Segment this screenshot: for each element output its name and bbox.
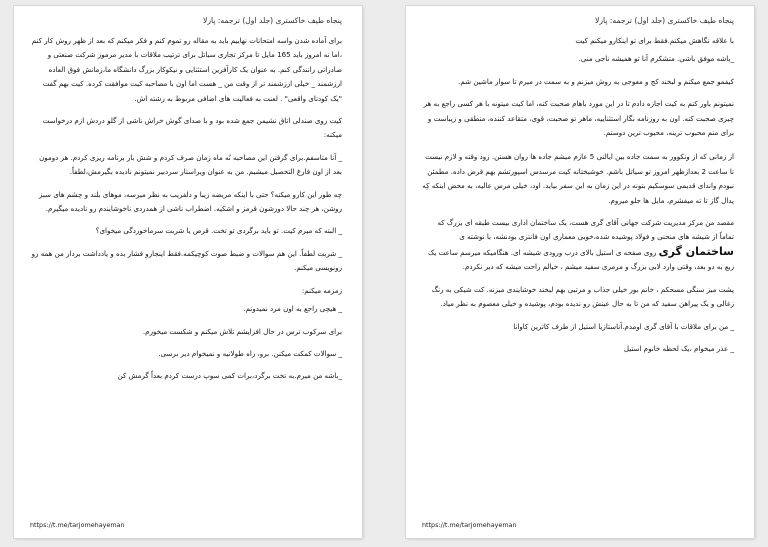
- page-body: [422, 34, 734, 356]
- page-header: [30, 16, 342, 28]
- paragraph: _ آنا متاسفم.برای گرفتن این مصاحبه نُه ماه زمان صرف کردم و شش بار برنامه ریزی کردم. هر دومون بعد از اون فارغ التحصیل میشیم. من به عنوان ویراستار سردبیر نمیتونم نادیده بگیرمش،لطفاً.: [39, 152, 342, 177]
- right-page: [406, 6, 754, 538]
- paragraph: چه طور این کارو میکنه؟ حتی با اینکه مریضه زیبا و دلفریب به نظر میرسه، موهای بلند و چشم های سبز روشن، هر چند حالا دورشون قرمز و اشکیه. اضطراب ناشی از همدردی ناخوشایندم رو نادیده میگیرم.: [38, 189, 342, 214]
- paragraph: برای آماده شدن واسه امتحانات نهاییم باید به مقاله رو تموم کنم و فکر میکنم که بعد از ظهر روش کار کنم ،اما نه امروز باید 165 مایل تا مرکز تجاری سیاتل برای ترتیب ملاقات با مدیر مرموز شرکت صنعتی و صادراتی رانندگی کنم. به عنوان یک کارآفرین استثنایی و نیکوکار بزرگ دانشگاه ما،زمانش فوق العاده ارزشمند _ خیلی ارزشمند تر از وقت من _ هست اما اون با مصاحبه کیت موافقت کرده. کیت بهم گفت "یک کودتای واقعی" . لعنت به فعالیت های اضافی مربوط به رشته اش.: [31, 36, 342, 103]
- paragraph: _باشه موفق باشی. متشکرم آنا تو همیشه ناجی منی.: [578, 54, 734, 64]
- paragraph: _ عذر میخوام ،یک لحظه خانوم استیل: [623, 343, 734, 353]
- paragraph: از زمانی که از ونکوور به سمت جاده بین ایالتی 5 عازم میشم جاده ها روان هستن. زود وقته و لازم نیست تا ساعت 2 بعدازظهر امروز تو سیاتل باشم. خوشبختانه کیت مرسدس اسپورتشم بهم قرض داده. مطمئن نبودم واندای قدیمی سوسکیم بتونه در این زمان به این سفر بیاید. اود، خیلی مرس عالیه، به محض اینکه کِه پدال گاز تا ته میفشرم، مایل ها جلو میروم.: [422, 152, 734, 205]
- paragraph: _ من برای ملاقات با آقای گری اومدم.آناستازیا استیل از طرف کاترین کاوانا: [513, 321, 734, 331]
- footer-link[interactable]: https://t.me/tarjomehayeman: [422, 521, 517, 529]
- paragraph: کیت روی صندلی اتاق نشیمن جمع شده بود و با صدای گوش خراش ناشی از گلو دردش ازم درخواست میکنه:: [42, 116, 342, 140]
- paragraph: کیفمو جمع میکنم و لبخند کج و معوجی به روش میزنم و به سمت در میرم تا سوار ماشین شم.: [458, 76, 734, 86]
- paragraph: مقصد من مرکز مدیریت شرکت جهانی آقای گری هست، یک ساختمان اداری بیست طبقه ای بزرگ که تماماً از شیشه های منحنی و فولاد پوشیده شده،خوبی معماری اون فانتزی بودنشه، با نوشته ی ساختمان گری روی صفحه ی استیل بالای درب ورودی شیشه ای. هنگامیکه میرسم ساعت یک ربع به دو بعد، وقتی وارد لابی بزرگ و مرمری سفید میشم ، خیالم راحت میشه که دیر نکردم.: [428, 218, 734, 272]
- paragraph: _باشه من میرم.به تخت برگرد،برات کمی سوپ درست کردم بعداً گرمش کن: [117, 371, 342, 381]
- book-title: پنجاه طیف خاکستری (جلد اول): [634, 16, 734, 25]
- paragraph: _ البته که میرم کیت. تو باید برگردی تو تخت. قرص یا شربت سرماخوردگی میخوای؟: [95, 226, 342, 236]
- paragraph: برای سرکوب ترس در حال افزایشم تلاش میکنم و شکست میخورم.: [142, 326, 342, 336]
- paragraph: _ هیچی راجع به اون مرد نمیدونم.: [243, 304, 342, 314]
- footer-link[interactable]: https://t.me/tarjomehayeman: [30, 521, 125, 529]
- paragraph: _ سوالات کمکت میکنن. برو، راه طولانیه و نمیخوام دیر برسی.: [158, 348, 342, 358]
- book-title: پنجاه طیف خاکستری (جلد اول): [242, 16, 342, 25]
- page-header: [422, 16, 734, 28]
- left-page: [14, 6, 362, 538]
- paragraph: زمزمه میکنم:: [301, 285, 342, 295]
- paragraph: نمیتونم باور کنم به کیت اجازه دادم تا در این مورد باهام صحبت کنه، اما کیت میتونه با هر کسی راجع به هر چیزی صحبت کنه. اون به روزنامه نگار استثناییه، ماهر تو صحبت، قوی، متقاعد کننده، منطقی و زیباست و برای منم محبوب ترینه، محبوب ترین دوستم.: [423, 99, 734, 138]
- paragraph: پشت میز سنگی مسحکم ، خانم بور خیلی جذاب و مرتبی بهم لبخند خوشایندی میزنه. کت شیکی به رنگ زغالی و یک پیراهن سفید که من تا به حال عینش رو ندیده بودم، پوشیده و خیلی معصوم به نظر میاد.: [431, 284, 734, 309]
- translator-credit: ترجمه: پارلا: [595, 16, 632, 25]
- page-body: [30, 34, 342, 384]
- paragraph: _ شربت لطفاً. این هم سوالات و ضبط صوت کوچیکمه.فقط اینجارو فشار بده و یادداشت بردار من همه رو رونویسی میکنم.: [31, 248, 342, 273]
- paragraph: با علاقه نگاهش میکنم.فقط برای تو اینکارو میکنم کیت: [575, 36, 734, 45]
- translator-credit: ترجمه: پارلا: [203, 16, 240, 25]
- emphasized-text: ساختمان گری: [658, 244, 734, 258]
